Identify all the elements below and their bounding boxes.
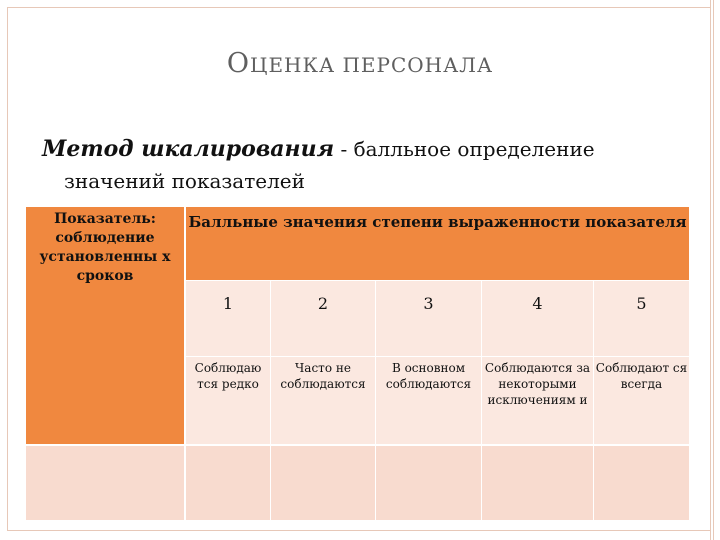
title-rest: ЦЕНКА ПЕРСОНАЛА	[250, 53, 494, 77]
score-cell-4: 4	[482, 281, 593, 357]
empty-cell-1	[186, 446, 270, 520]
subtitle-line2: значений показателей	[64, 169, 305, 193]
empty-cell-left	[26, 446, 184, 520]
scaling-table	[26, 207, 689, 520]
description-cell-2: Часто не соблюдаются	[271, 357, 375, 444]
score-cell-1: 1	[186, 281, 270, 357]
subtitle-text: балльное определение	[353, 137, 595, 161]
empty-cell-3	[376, 446, 481, 520]
score-cell-3: 3	[376, 281, 481, 357]
slide-subtitle	[42, 133, 702, 197]
slide-title	[0, 48, 720, 79]
subtitle-emphasis: Метод шкалирования	[42, 136, 335, 162]
subtitle-dash: -	[334, 137, 354, 161]
score-cell-5: 5	[594, 281, 689, 357]
score-cell-2: 2	[271, 281, 375, 357]
description-cell-4: Соблюдаются за некоторыми исключениям и	[482, 357, 593, 444]
row-header-cell: Показатель: соблюдение установленны х сроков	[26, 207, 184, 444]
empty-cell-2	[271, 446, 375, 520]
description-cell-1: Соблюдаю тся редко	[186, 357, 270, 444]
empty-cell-5	[594, 446, 689, 520]
slide-frame-right-rule	[710, 0, 714, 540]
description-cell-3: В основном соблюдаются	[376, 357, 481, 444]
empty-cell-4	[482, 446, 593, 520]
description-cell-5: Соблюдают ся всегда	[594, 357, 689, 444]
column-header-cell: Балльные значения степени выраженности показателя	[186, 207, 689, 280]
title-first-letter: О	[226, 48, 251, 79]
